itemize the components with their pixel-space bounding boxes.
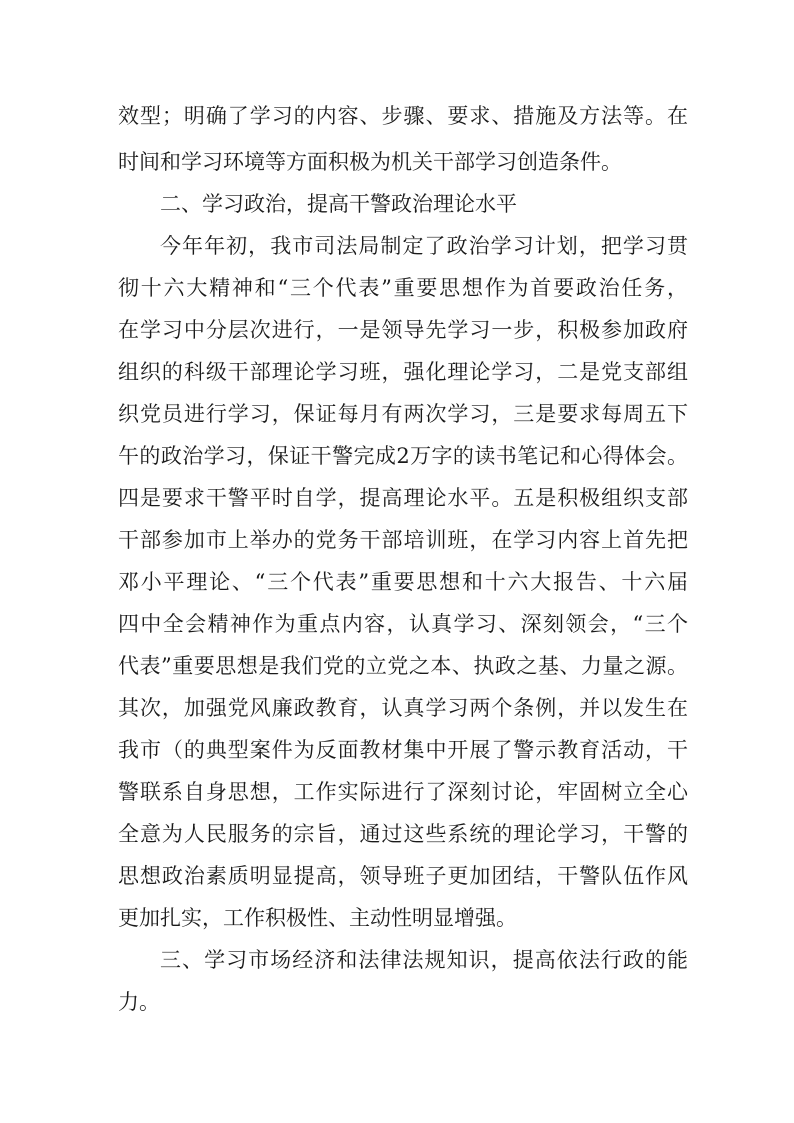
paragraph-3-line-10: 四中全会精神作为重点内容，认真学习、深刻领会，“三个 bbox=[118, 612, 688, 636]
section-heading-3-line-2: 力。 bbox=[118, 990, 160, 1014]
paragraph-3-line-14: 警联系自身思想，工作实际进行了深刻讨论，牢固树立全心 bbox=[118, 780, 688, 804]
paragraph-3-line-12: 其次，加强党风廉政教育，认真学习两个条例，并以发生在 bbox=[118, 696, 688, 720]
paragraph-3-line-11: 代表”重要思想是我们党的立党之本、执政之基、力量之源。 bbox=[118, 654, 688, 678]
paragraph-3-line-2: 彻十六大精神和“三个代表”重要思想作为首要政治任务， bbox=[118, 276, 688, 300]
paragraph-1-line-2: 时间和学习环境等方面积极为机关干部学习创造条件。 bbox=[118, 150, 622, 174]
paragraph-3-line-5: 织党员进行学习，保证每月有两次学习，三是要求每周五下 bbox=[118, 402, 688, 426]
paragraph-3-line-8: 干部参加市上举办的党务干部培训班，在学习内容上首先把 bbox=[118, 528, 688, 552]
paragraph-3-line-4: 组织的科级干部理论学习班，强化理论学习，二是党支部组 bbox=[118, 360, 688, 384]
paragraph-3-line-16: 思想政治素质明显提高，领导班子更加团结，干警队伍作风 bbox=[118, 864, 688, 888]
paragraph-3-line-6: 午的政治学习，保证干警完成2万字的读书笔记和心得体会。 bbox=[118, 444, 688, 468]
paragraph-3-line-13: 我市（的典型案件为反面教材集中开展了警示教育活动，干 bbox=[118, 738, 688, 762]
paragraph-3-line-7: 四是要求干警平时自学，提高理论水平。五是积极组织支部 bbox=[118, 486, 688, 510]
paragraph-3-line-1: 今年年初，我市司法局制定了政治学习计划，把学习贯 bbox=[160, 234, 688, 258]
paragraph-3-line-15: 全意为人民服务的宗旨，通过这些系统的理论学习，干警的 bbox=[118, 822, 688, 846]
paragraph-1-line-1: 效型；明确了学习的内容、步骤、要求、措施及方法等。在 bbox=[118, 104, 688, 128]
section-heading-2: 二、学习政治，提高干警政治理论水平 bbox=[160, 192, 517, 216]
paragraph-3-line-9: 邓小平理论、“三个代表”重要思想和十六大报告、十六届 bbox=[118, 570, 688, 594]
section-heading-3-line-1: 三、学习市场经济和法律法规知识，提高依法行政的能 bbox=[160, 948, 688, 972]
paragraph-3-line-17: 更加扎实，工作积极性、主动性明显增强。 bbox=[118, 906, 517, 930]
paragraph-3-line-3: 在学习中分层次进行，一是领导先学习一步，积极参加政府 bbox=[118, 318, 688, 342]
